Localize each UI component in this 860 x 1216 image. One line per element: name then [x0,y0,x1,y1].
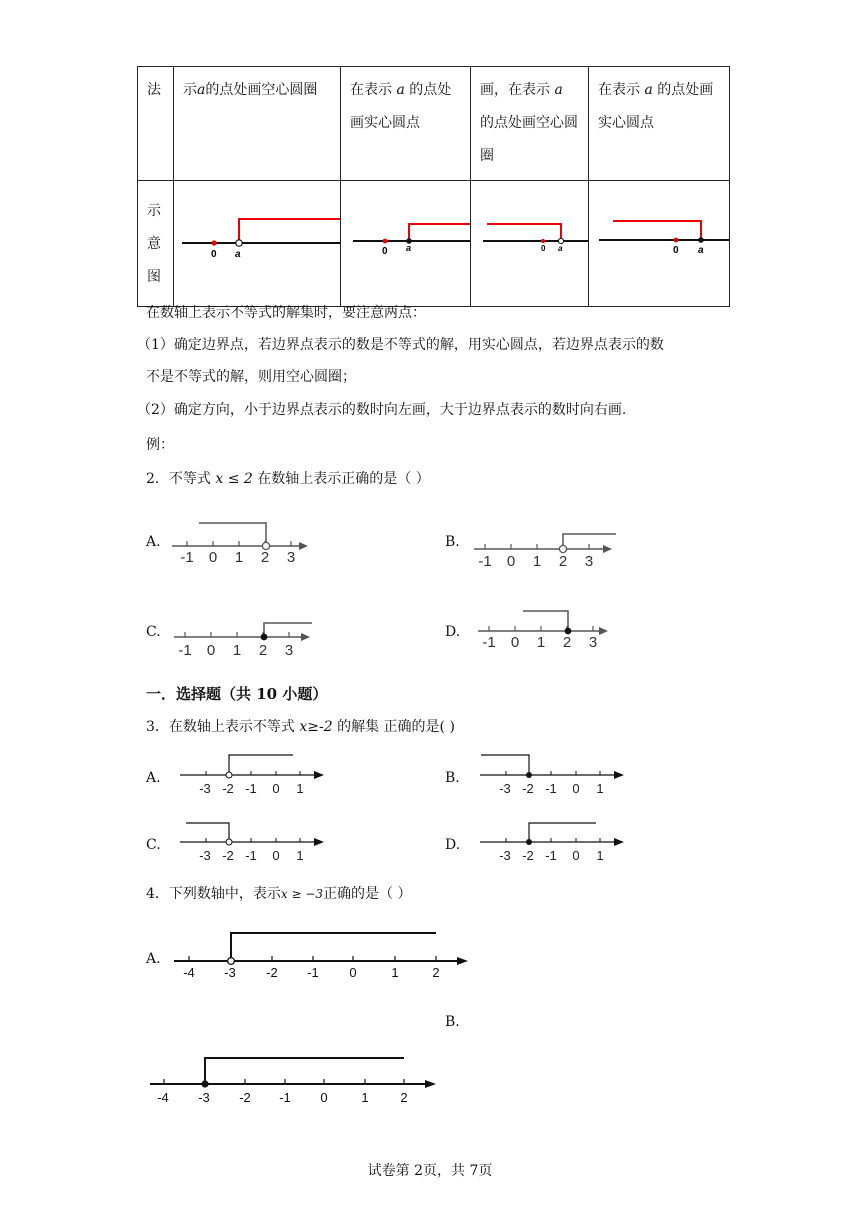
tick-label: -2 [522,848,534,863]
tick-label: -2 [222,848,234,863]
tick-label: 0 [208,549,218,566]
tick-label: -3 [198,1090,210,1105]
a-label: a [235,249,241,260]
cell-text: 示 [183,82,197,98]
zero-label: 0 [673,245,679,256]
tick-label: -1 [307,965,319,980]
tick-label: 1 [391,965,399,980]
method-row [138,67,730,181]
point2-text: （2）确定方向，小于边界点表示的数时向左画，大于边界点表示的数时向右画. [137,402,627,418]
tick-label: 0 [272,781,280,796]
q4-option-b-label[interactable]: B. [445,1014,460,1030]
q3-option-d-numberline[interactable] [478,818,628,868]
tick-label: 1 [234,549,244,566]
tick-label: -3 [199,781,211,796]
method-table [137,66,730,307]
diagram-cell-3 [471,181,589,307]
a-label: a [698,245,704,256]
q3-option-a-numberline[interactable] [178,750,328,800]
question-3 [146,717,455,737]
cell-text: 的点处画空心圆圈 [205,82,318,98]
tick-label: -3 [499,781,511,796]
tick-label: -1 [279,1090,291,1105]
diagram-open-right [174,181,340,293]
q4-option-a-numberline[interactable] [170,928,470,982]
diagram-solid-right [341,181,470,293]
q2-option-d-numberline[interactable] [474,605,616,655]
diagram-cell-1 [174,181,341,307]
method-cell-1 [174,67,341,181]
q3-option-b-numberline[interactable] [478,750,628,800]
tick-label: -1 [180,549,194,566]
cell-text: 的点处画空心圆圈 [480,115,578,164]
q2-option-b-numberline[interactable] [470,528,618,574]
tick-label: -2 [222,781,234,796]
q3-option-c-numberline[interactable] [178,818,328,868]
q3-option-c-label[interactable]: C. [146,837,161,853]
tick-label: 0 [572,848,580,863]
cell-text: 的点处画实心圆点 [598,82,714,131]
q3-option-b-label[interactable]: B. [445,770,460,786]
question-expr: x ≥ −3 [280,887,324,901]
method-cell-2 [341,67,471,181]
q2-option-c-numberline[interactable] [170,618,316,664]
diagram-label-cell [138,181,174,307]
diagram-row [138,181,730,307]
question-2 [146,469,430,489]
cell-text: 在表示 [350,82,392,98]
q2-option-a-label[interactable]: A. [146,534,161,550]
tick-label: 2 [562,634,572,651]
method-label: 法 [147,82,161,98]
diagram-label-char: 意 [147,236,161,252]
method-label-cell [138,67,174,181]
diagram-cell-2 [341,181,471,307]
question-text: 3．在数轴上表示不等式 [146,719,295,735]
tick-label: -1 [545,848,557,863]
q2-option-c-label[interactable]: C. [146,624,161,640]
q3-option-d-label[interactable]: D. [445,837,461,853]
q3-option-a-label[interactable]: A. [146,770,161,786]
tick-label: 3 [584,553,594,570]
diagram-label-char: 示 [147,203,161,219]
cell-var: a [396,82,405,98]
tick-label: -3 [224,965,236,980]
tick-label: -1 [482,634,496,651]
tick-label: 0 [510,634,520,651]
page-footer: 试卷第 2页，共 7页 [367,1163,493,1179]
zero-label: 0 [541,244,546,253]
intro-text: 在数轴上表示不等式的解集时，要注意两点： [146,305,426,321]
tick-label: -1 [245,848,257,863]
tick-label: 0 [572,781,580,796]
q2-option-d-label[interactable]: D. [445,624,461,640]
tick-label: -4 [157,1090,169,1105]
diagram-solid-left [589,181,729,293]
tick-label: 1 [232,642,242,659]
a-label: a [558,244,563,253]
q2-option-a-numberline[interactable] [168,515,314,569]
section-title: 一．选择题（共 10 小题） [146,685,328,703]
question-4 [146,884,412,904]
point1-line1: （1）确定边界点，若边界点表示的数是不等式的解，用实心圆点，若边界点表示的数 [137,337,664,353]
cell-text: 画，在表示 [480,82,550,98]
tick-label: -2 [522,781,534,796]
cell-text: 在表示 [598,82,640,98]
q2-option-b-label[interactable]: B. [445,534,460,550]
tick-label: -2 [266,965,278,980]
tick-label: 1 [596,848,604,863]
a-label: a [406,243,412,253]
cell-var: a [197,82,206,98]
question-text: 4．下列数轴中，表示 [146,886,281,902]
tick-label: 0 [506,553,516,570]
diagram-label-char: 图 [147,269,161,285]
tick-label: 1 [532,553,542,570]
tick-label: 1 [536,634,546,651]
tick-label: -1 [245,781,257,796]
tick-label: 1 [296,781,304,796]
tick-label: -1 [545,781,557,796]
example-label: 例： [146,437,174,453]
tick-label: 3 [286,549,296,566]
cell-var: a [644,82,653,98]
tick-label: -3 [499,848,511,863]
tick-label: 2 [558,553,568,570]
tick-label: 2 [400,1090,408,1105]
tick-label: 3 [588,634,598,651]
tick-label: 0 [320,1090,328,1105]
tick-label: -1 [478,553,492,570]
tick-label: 0 [349,965,357,980]
tick-label: -4 [183,965,195,980]
question-expr: x≥-2 [299,719,333,735]
tick-label: -1 [178,642,192,659]
tick-label: -2 [239,1090,251,1105]
question-expr: x ≤ 2 [215,471,253,487]
method-cell-4 [589,67,730,181]
cell-var: a [554,82,563,98]
cell-text: 的点处画实心圆点 [350,82,452,131]
tick-label: -3 [199,848,211,863]
question-text: 的解集 正确的是( ) [337,719,455,735]
point1-line2: 不是不等式的解，则用空心圆圈； [146,369,356,385]
q4-option-b-numberline[interactable] [146,1052,442,1108]
tick-label: 0 [272,848,280,863]
tick-label: 2 [432,965,440,980]
question-text: 正确的是（ ） [323,886,412,902]
tick-label: 3 [284,642,294,659]
question-text: 2．不等式 [146,471,211,487]
q4-option-a-label[interactable]: A. [146,951,161,967]
question-text: 在数轴上表示正确的是（ ） [257,471,430,487]
tick-label: 0 [206,642,216,659]
zero-label: 0 [211,249,217,260]
tick-label: 1 [596,781,604,796]
tick-label: 2 [258,642,268,659]
tick-label: 1 [361,1090,369,1105]
tick-label: 1 [296,848,304,863]
diagram-cell-4 [589,181,730,307]
zero-label: 0 [382,246,388,257]
diagram-open-left [471,181,588,293]
method-cell-3 [471,67,589,181]
tick-label: 2 [260,549,270,566]
